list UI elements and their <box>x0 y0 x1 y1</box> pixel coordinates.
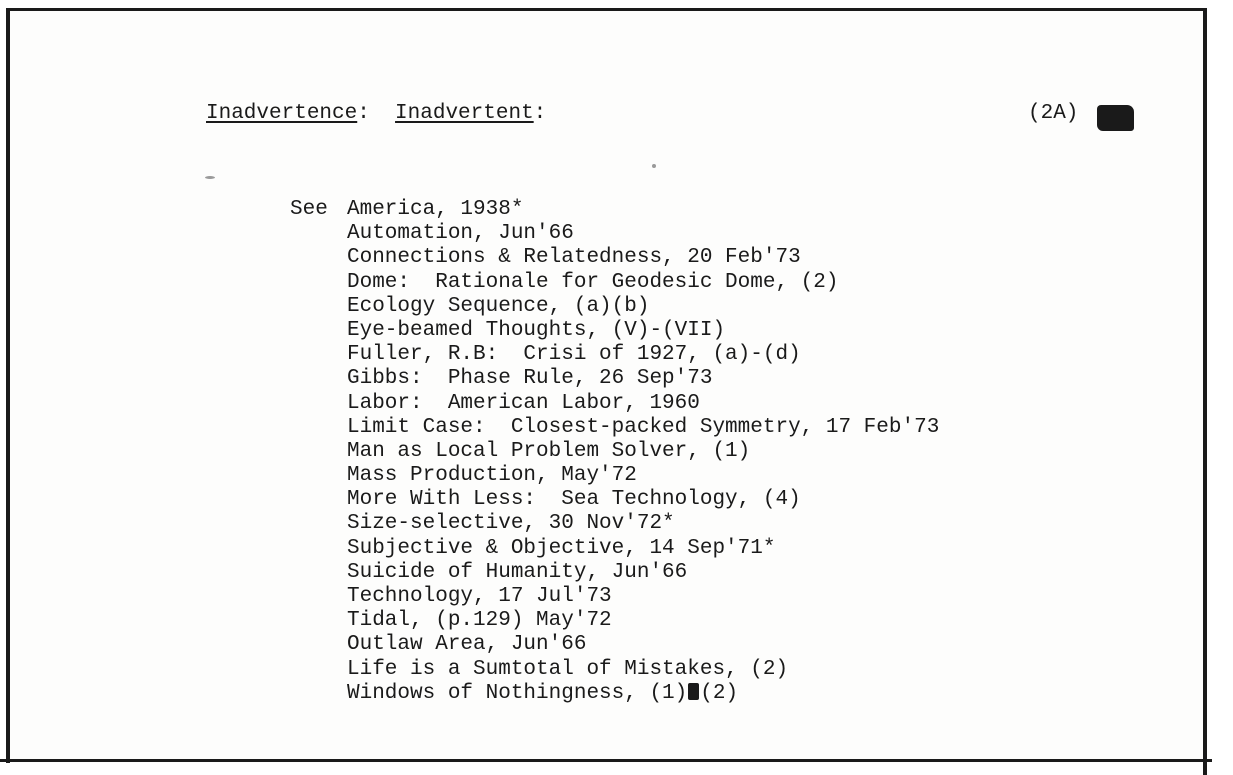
list-item: Technology, 17 Jul'73 <box>347 585 612 608</box>
last-entry-text: Windows of Nothingness, (1) <box>347 681 688 705</box>
last-entry-suffix: (2) <box>700 681 739 705</box>
see-label: See <box>290 198 328 221</box>
list-item: Eye-beamed Thoughts, (V)-(VII) <box>347 318 726 342</box>
right-card-edge <box>1203 760 1207 775</box>
list-item: Connections & Relatedness, 20 Feb'73 <box>347 246 801 270</box>
list-item-last <box>347 682 939 706</box>
list-item: Man as Local Problem Solver, (1) <box>347 439 751 463</box>
list-item: Gibbs: Phase Rule, 26 Sep'73 <box>347 367 713 391</box>
paper-speck <box>652 164 656 168</box>
list-item: Outlaw Area, Jun'66 <box>347 633 587 657</box>
list-item: Dome: Rationale for Geodesic Dome, (2) <box>347 270 839 294</box>
list-item: Size-selective, 30 Nov'72* <box>347 512 675 536</box>
list-item: Subjective & Objective, 14 Sep'71* <box>347 536 776 560</box>
cross-reference-list <box>347 198 939 706</box>
paper-speck <box>205 176 215 179</box>
heading-colon: : <box>533 102 547 125</box>
heading-separator: : <box>357 102 396 125</box>
bottom-card-edge <box>0 759 1212 762</box>
list-item: Life is a Sumtotal of Mistakes, (2) <box>347 657 789 681</box>
ink-blot-mark <box>1097 105 1134 131</box>
list-item: America, 1938* <box>347 198 524 221</box>
list-item: Limit Case: Closest-packed Symmetry, 17 Feb'73 <box>347 415 940 439</box>
list-item: Labor: American Labor, 1960 <box>347 391 700 415</box>
heading-term-inadvertent: Inadvertent <box>395 102 534 125</box>
list-item: More With Less: Sea Technology, (4) <box>347 488 801 512</box>
list-item: Mass Production, May'72 <box>347 464 637 488</box>
list-item: Ecology Sequence, (a)(b) <box>347 294 650 318</box>
ink-blot-mark <box>688 683 699 700</box>
list-item: Fuller, R.B: Crisi of 1927, (a)-(d) <box>347 343 801 367</box>
heading-term-inadvertence: Inadvertence <box>206 102 358 125</box>
list-item: Automation, Jun'66 <box>347 222 574 246</box>
card-heading <box>206 102 546 125</box>
list-item: Suicide of Humanity, Jun'66 <box>347 560 688 584</box>
list-item: Tidal, (p.129) May'72 <box>347 609 612 633</box>
card-number: (2A) <box>1028 102 1079 125</box>
